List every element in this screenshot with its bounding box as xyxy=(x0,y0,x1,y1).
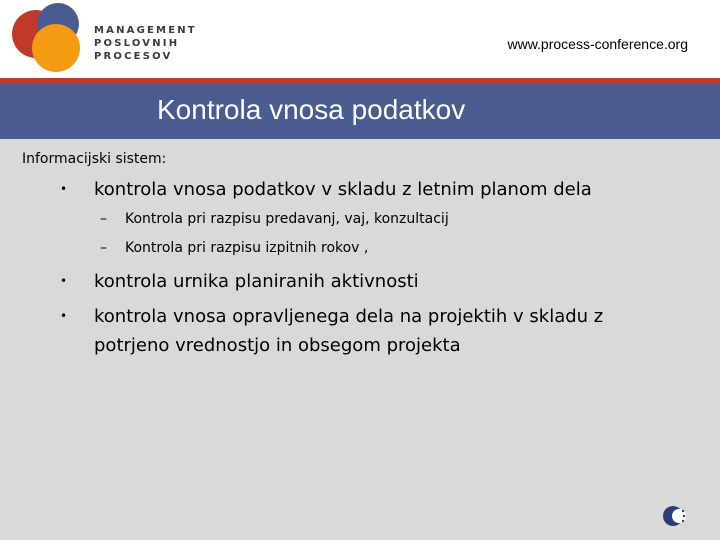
bullet-marker: • xyxy=(60,182,68,196)
bullet-text: kontrola urnika planiranih aktivnosti xyxy=(94,271,419,292)
logo-line: MANAGEMENT xyxy=(94,25,197,36)
slide-title: Kontrola vnosa podatkov xyxy=(157,94,466,125)
company-logo-icon xyxy=(10,2,86,74)
header-bar xyxy=(0,0,720,78)
bullet-text: kontrola vnosa podatkov v skladu z letnim planom dela xyxy=(94,179,592,200)
logo-line: PROCESOV xyxy=(94,51,173,62)
bullet-text: kontrola vnosa opravljenega dela na projektih v skladu z potrjeno vrednostjo in obsegom projekta xyxy=(94,306,604,356)
sub-bullet-text: Kontrola pri razpisu predavanj, vaj, konzultacij xyxy=(125,211,449,227)
sub-bullet-marker: – xyxy=(100,211,107,227)
sub-bullet-text: Kontrola pri razpisu izpitnih rokov , xyxy=(125,240,369,256)
section-label: Informacijski sistem: xyxy=(22,151,167,167)
bullet-marker: • xyxy=(60,309,68,323)
logo-line: POSLOVNIH xyxy=(94,38,180,49)
logo-wordmark xyxy=(94,24,197,63)
conference-logo-icon xyxy=(662,503,688,529)
bullet-marker: • xyxy=(60,274,68,288)
sub-bullet-marker: – xyxy=(100,240,107,256)
website-url[interactable]: www.process-conference.org xyxy=(507,36,688,52)
